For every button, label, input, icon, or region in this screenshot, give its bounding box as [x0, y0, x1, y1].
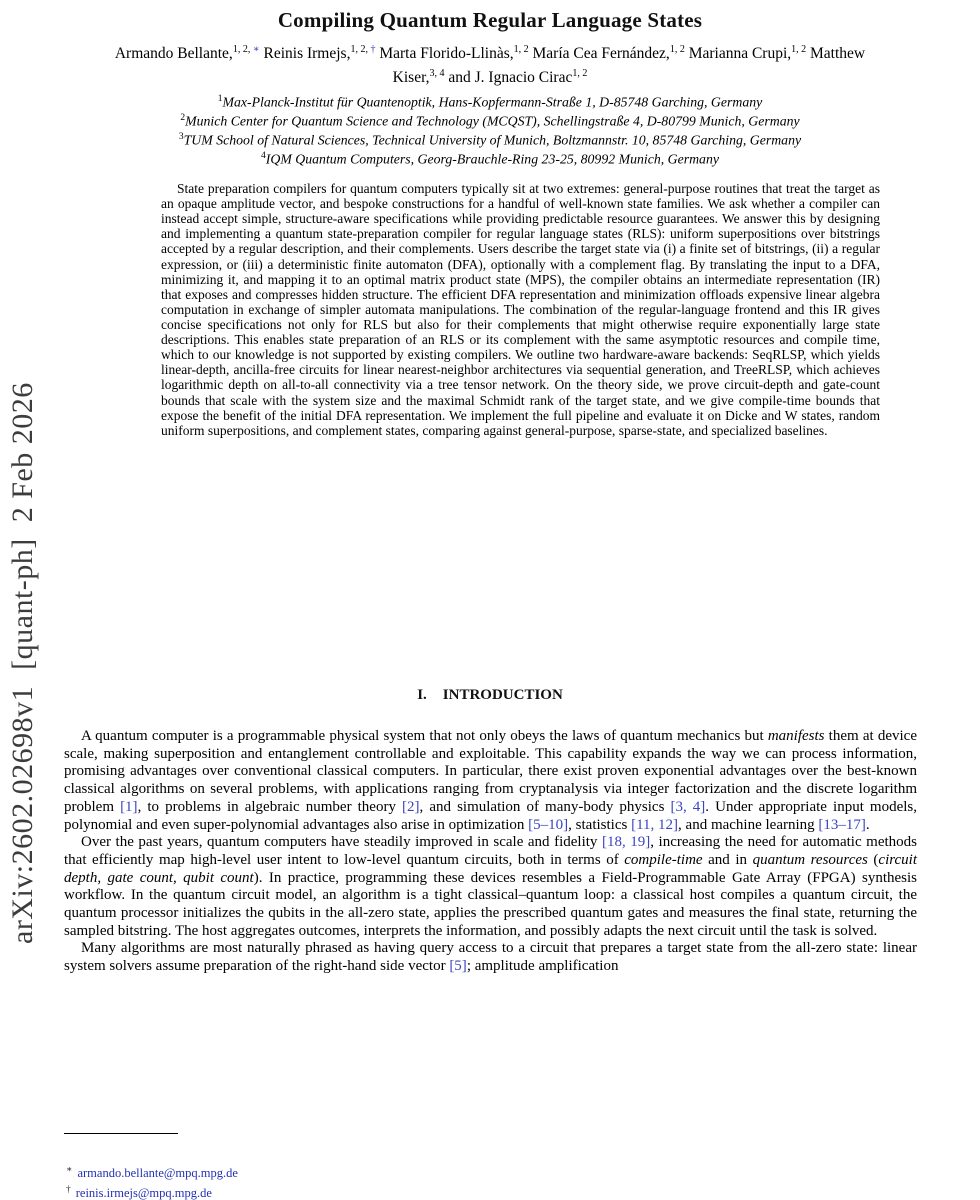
paragraph-2 — [64, 834, 917, 940]
citation-link[interactable]: [1] — [120, 798, 138, 815]
affiliation-line: $^4$IQM Quantum Computers, Georg-Brauchle-Ring 23-25, 80992 Munich, Germany — [261, 150, 719, 167]
body-text: ; amplitude amplification — [466, 958, 619, 975]
arxiv-watermark: arXiv:2602.02698v1 [quant-ph] 2 Feb 2026 — [6, 382, 39, 944]
emphasis-text: circuit depth, gate count, qubit count — [64, 851, 918, 886]
body-text: , and machine learning — [678, 816, 819, 833]
footnote-line — [66, 1183, 238, 1200]
section-number: I. — [417, 687, 427, 703]
author: Armando Bellante,$^{1, 2, ∗}$ — [114, 44, 260, 63]
paragraph-1 — [64, 728, 917, 834]
affiliation-line: $^1$Max-Planck-Institut für Quantenoptik, Hans-Kopfermann-Straße 1, D-85748 Garching, Germany — [217, 94, 763, 110]
section-title: INTRODUCTION — [442, 687, 563, 703]
body-text: A quantum computer is a programmable physical system that not only obeys the laws of quantum mechanics but — [81, 728, 768, 744]
emphasis-text: quantum resources — [752, 851, 868, 868]
body-text: , increasing the need for automatic methods that efficiently map high-level user intent to low-level quantum circuits, both in terms of — [64, 834, 917, 868]
footnote-list — [66, 1163, 238, 1200]
body-text: . Under appropriate input models, polynomial and even super-polynomial advantages also arise in optimization — [64, 798, 918, 833]
citation-link[interactable]: [3, 4] — [670, 798, 706, 815]
author-list — [105, 42, 875, 90]
emphasis-text: manifests — [767, 728, 825, 744]
paper-title: Compiling Quantum Regular Language States — [277, 8, 703, 32]
author: J. Ignacio Cirac$^{1, 2}$ — [474, 68, 588, 87]
citation-link[interactable]: [18, 19] — [601, 834, 651, 851]
footnote-rule — [64, 1133, 178, 1134]
affiliation-line: $^2$Munich Center for Quantum Science and Technology (MCQST), Schellingstraße 4, D-80799 Munich, Germany — [180, 112, 800, 129]
author: Marta Florido-Llinàs,$^{1, 2}$ — [379, 44, 529, 63]
affiliation-line: $^3$TUM School of Natural Sciences, Technical University of Munich, Boltzmannstr. 10, 85748 Garching, Germany — [178, 131, 802, 148]
citation-link[interactable]: [11, 12] — [631, 816, 679, 833]
footnote-star-mark: ∗ — [66, 1165, 73, 1175]
citation-link[interactable]: [5] — [449, 958, 467, 975]
body-text: , statistics — [568, 816, 632, 833]
body-text: Over the past years, quantum computers have steadily improved in scale and fidelity — [81, 834, 602, 851]
author-conjunction: and — [448, 69, 475, 87]
author-note-star-link[interactable]: ∗ — [250, 44, 260, 55]
body-text: Many algorithms are most naturally phrased as having query access to a circuit that prepares a target state from the all-zero state: linear system solvers assume preparation of the right-hand side vector — [64, 940, 917, 975]
paragraph-3 — [64, 940, 917, 975]
author: Reinis Irmejs,$^{1, 2, \dagger}$ — [263, 44, 376, 63]
footnote-email-link[interactable]: reinis.irmejs@mpq.mpg.de — [75, 1186, 212, 1200]
body-text: , and simulation of many-body physics — [419, 798, 671, 815]
body-text: them at device scale, making superposition and entanglement controllable and exploitable. This capability expands the way we can process information, promising advantages over conventional classical computers. In particular, there exist proven exponential advantages over the best-known classical algorithms on several problems, with applications ranging from cryptanalysis via integer factorization and the discrete logarithm problem — [64, 728, 917, 815]
author: María Cea Fernández,$^{1, 2}$ — [532, 44, 685, 63]
author: Matthew Kiser,$^{3, 4}$ — [392, 45, 866, 87]
body-text: and in — [702, 851, 753, 868]
body-text: ( — [867, 851, 879, 868]
introduction-body — [64, 728, 917, 976]
author: Marianna Crupi,$^{1, 2}$ — [688, 44, 807, 63]
citation-link[interactable]: [13–17] — [818, 816, 866, 833]
body-text: ). In practice, programming these devices resembles a Field-Programmable Gate Array (FPGA) synthesis workflow. In the quantum circuit model, an algorithm is a tight classical–quantum loop: a classical host compiles a quantum circuit, the quantum processor initializes the qubits in the all-zero state, applies the prescribed quantum gates and measures the final state, returning the sampled bitstring. The host aggregates outcomes, interprets the information, and possibly adapts the next circuit until the task is solved. — [64, 869, 917, 939]
citation-link[interactable]: [5–10] — [528, 816, 569, 833]
footnote-line — [66, 1163, 238, 1183]
section-heading-introduction — [0, 687, 980, 704]
emphasis-text: compile-time — [624, 851, 703, 868]
abstract: State preparation compilers for quantum computers typically sit at two extremes: general-purpose routines that treat the target as an opaque amplitude vector, and bespoke constructions for a handful of well-known state families. We ask whether a compiler can instead accept simple, structure-aware specifications while providing predictable resource guarantees. We answer this by designing and implementing a quantum state-preparation compiler for regular language states (RLS): uniform superpositions over bitstrings accepted by a regular description, and their complements. Users describe the target state via (i) a finite set of bitstrings, (ii) a regular expression, or (iii) a deterministic finite automaton (DFA), optionally with a complement flag. By translating the input to a DFA, minimizing it, and mapping it to an optimal matrix product state (MPS), the compiler obtains an intermediate representation (IR) that exposes and compresses hidden structure. The efficient DFA representation and minimization offloads expensive linear algebra computation in exchange of simpler automata manipulations. The combination of the regular-language frontend and this IR gives concise specifications not only for RLS but also for their complements that might otherwise require exponentially large state descriptions. This enables state preparation of an RLS or its complement with the same asymptotic resources and compile time, which to our knowledge is not supported by existing compilers. We outline two hardware-aware backends: SeqRLSP, which yields linear-depth, ancilla-free circuits for linear nearest-neighbor architectures via sequential generation, and TreeRLSP, which achieves logarithmic depth on all-to-all connectivity via a tree tensor network. On the theory side, we prove circuit-depth and gate-count bounds that scale with the system size and the maximal Schmidt rank of the target state, and we give compile-time bounds that expose the benefit of the initial DFA representation. We implement the full pipeline and evaluate it on Dicke and W states, random uniform superpositions, and complement states, comparing against general-purpose, sparse-state, and specialized baselines. — [161, 181, 880, 438]
body-text: . — [865, 816, 870, 833]
body-text: , to problems in algebraic number theory — [137, 798, 403, 815]
footnote-email-link[interactable]: armando.bellante@mpq.mpg.de — [77, 1166, 238, 1181]
footnote-dagger-mark: † — [66, 1184, 71, 1195]
citation-link[interactable]: [2] — [402, 798, 420, 815]
affiliation-list — [0, 93, 980, 169]
author-note-dagger-link[interactable]: † — [367, 44, 376, 55]
